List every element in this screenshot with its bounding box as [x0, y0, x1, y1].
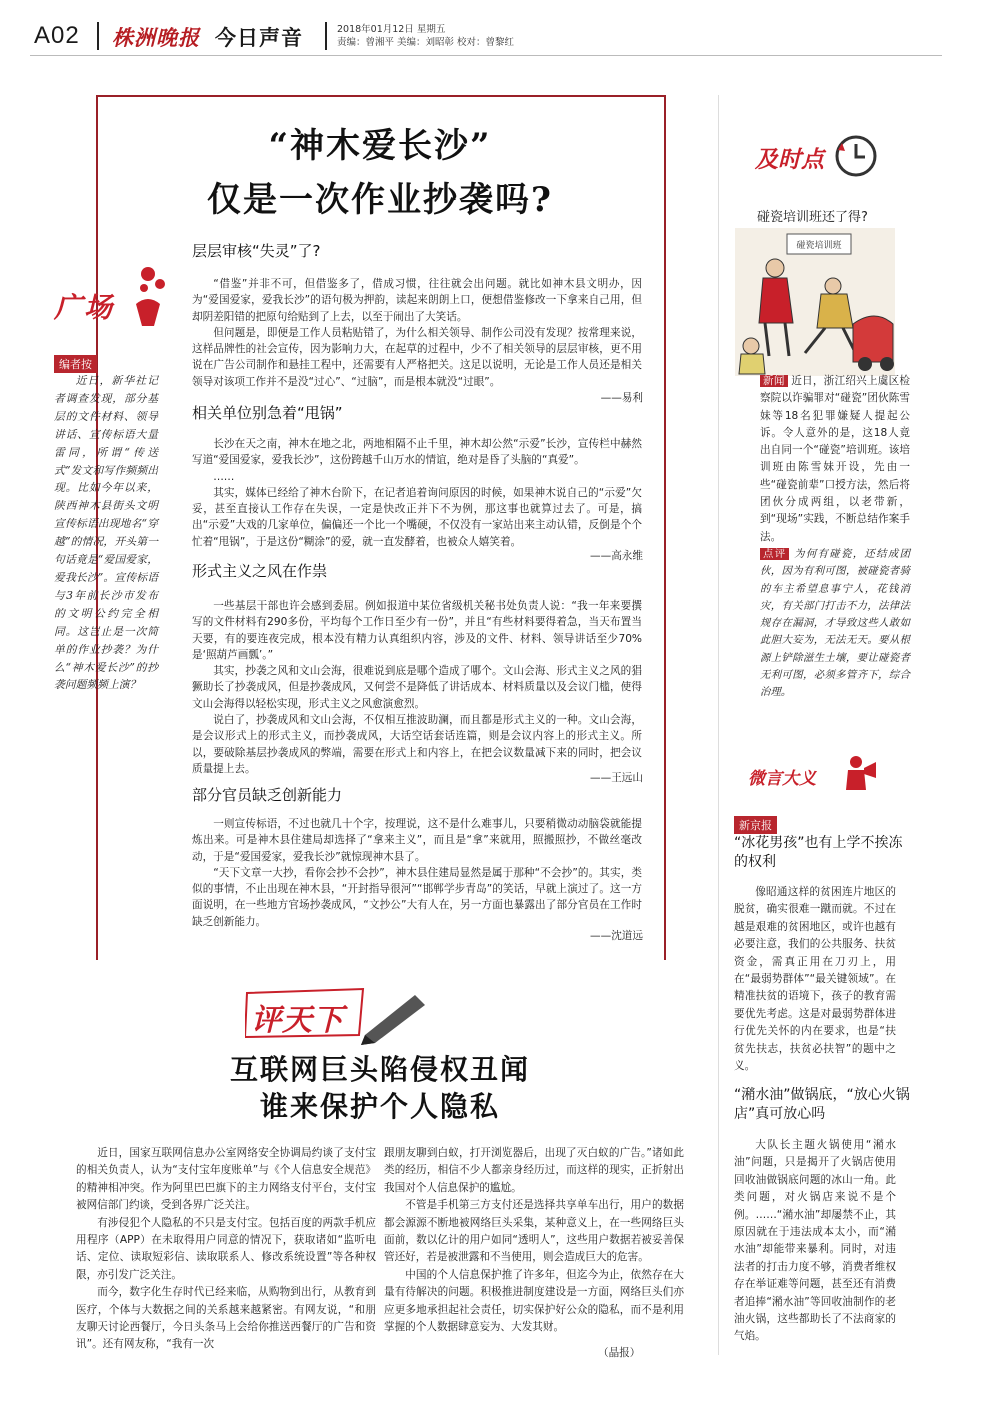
megaphone-figure-icon [844, 754, 878, 794]
bottom-headline-line2: 谁来保护个人隐私 [259, 1090, 500, 1123]
pingtianxia-logo-text: 评天下 [251, 1003, 344, 1038]
paragraph: 其实，媒体已经给了神木台阶下，在记者追着询问原因的时候，如果神木说自己的“示爱”欠妥，甚至直接认工作存在失误，一定是快改正并下不为例，那这事也就算过去了。可是，搞出“示爱”大戏的几家单位，偏偏还一个比一个嘴硬，不仅没有一家站出来主动认错，反倒是个个忙着“甩锅”，于是这份“糊涂”的爱，就一直发酵着，也被众人嬉笑着。 [192, 486, 642, 548]
jishidian-logo-text: 及时点 [755, 147, 824, 173]
comment-text: 为何有碰瓷，还结成团伙，因为有利可图，被碰瓷者骑的车主希望息事宁人，花钱消灾，有关部门打击不力，法律法规存在漏洞，才导致这些人敢如此胆大妄为，无法无天。要从根源上铲除滋生土壤，要让碰瓷者无利可图，必须多管齐下，综合治理。 [760, 548, 910, 699]
paragraph: 而今，数字化生存时代已经来临，从购物到出行，从教育到医疗，个体与大数据之间的关系越来越紧密。有网友说，“和朋友聊天讨论西餐厅，今日头条马上会给你推送西餐厅的广告和资讯”。还有网友称，“我有一次 [76, 1286, 376, 1351]
paragraph: 大队长主题火锅使用“潲水油”问题，只是揭开了火锅店使用回收油做锅底问题的冰山一角。此类问题，对火锅店来说不是个例。……“潲水油”却屡禁不止，其原因就在于违法成本太小，而“潲水油”却能带来暴利。同时，对违法者的打击力度不够，消费者维权存在举证难等问题，甚至还有消费者追捧“潲水油”等回收油制作的老油火锅，这些都助长了不法商家的气焰。 [734, 1139, 896, 1343]
paragraph: “借鉴”并非不可，但借鉴多了，借成习惯，往往就会出问题。就比如神木县文明办，因为“爱国爱家，爱我长沙”的语句极为押韵，读起来朗朗上口，便想借鉴修改一下拿来自己用，但却阴差阳错的把原句给贴到了上去，以至于闹出了大笑话。 [192, 278, 642, 323]
bottom-column-2 [384, 1145, 684, 1336]
paragraph: 但问题是，即便是工作人员粘贴错了，为什么相关领导、制作公司没有发现？按常理来说，这样品牌性的社会宣传，因为影响力大，在起草的过程中，少不了相关领导的层层审核，更不用说在广告公司制作和悬挂工程中，还需要有人严格把关。这足以说明，无论是工作人员还是相关领导对该项工作并不是没“过心”、“过脑”，而是根本就没“过眼”。 [192, 326, 642, 388]
bottom-column-1 [76, 1145, 376, 1354]
page-number: A02 [34, 22, 80, 49]
paragraph: 长沙在天之南，神木在地之北，两地相隔不止千里，神木却公然“示爱”长沙，宣传栏中赫然写道“爱国爱家，爱我长沙”，这份跨越千山万水的情谊，绝对是昏了头脑的“真爱”。 [192, 438, 642, 467]
paragraph: 一些基层干部也许会感到委屈。例如报道中某位省级机关秘书处负责人说：“我一年来要撰写的文件材料有290多份，平均每个工作日至少有一份”，并且“有些材料要得着急，当天布置当天要，有的要连夜完成，根本没有精力认真组织内容，涉及的文件、材料、领导讲话至少70%是‘照葫芦画瓢’。” [192, 600, 642, 661]
news-text: 近日，浙江绍兴上虞区检察院以诈骗罪对“碰瓷”团伙陈雪妹等18名犯罪嫌疑人提起公诉。令人意外的是，这18人竟出自同一个“碰瓷”培训班。该培训班由陈雪妹开设，先由一些“碰瓷前辈”口授方法，然后将团伙分成两组，以老带新，到“现场”实践，不断总结作案手法。 [760, 375, 911, 543]
pingtianxia-logo [245, 985, 435, 1045]
header-divider [97, 22, 99, 50]
column-title: “潲水油”做锅底，“放心火锅店”真可放心吗 [734, 1087, 910, 1122]
byline: ——王远山 [590, 772, 643, 784]
article-body [192, 816, 642, 930]
weiyan-logo-text: 微言大义 [748, 769, 816, 789]
paragraph: 近日，国家互联网信息办公室网络安全协调局约谈了支付宝的相关负责人，认为“支付宝年度账单”与《个人信息安全规范》的精神相冲突。作为阿里巴巴旗下的主力网络支付平台，支付宝被网信部门约谈，受到各界广泛关注。 [76, 1147, 376, 1212]
article-body [192, 436, 642, 550]
page-header [0, 0, 985, 58]
article-body [192, 276, 642, 390]
credits-line: 责编：曾湘平 美编：刘昭彰 校对：曾黎红 [337, 37, 515, 48]
column-title: “冰花男孩”也有上学不挨冻的权利 [734, 835, 903, 870]
weiyan-logo [748, 754, 898, 804]
speaker-figure-icon [126, 264, 174, 332]
section-subtitle: 相关单位别急着“甩锅” [192, 404, 343, 422]
jishidian-comment [760, 546, 910, 702]
byline: ——高永维 [590, 550, 643, 562]
guangchang-logo-text: 广场 [54, 291, 115, 324]
header-meta [337, 23, 514, 49]
column-body [734, 1137, 896, 1346]
guangchang-logo [54, 264, 174, 344]
paragraph: 一则宣传标语，不过也就几十个字，按理说，这不是什么难事儿，只要稍微动动脑袋就能提炼出来。可是神木县住建局却选择了“拿来主义”，而且是“拿”来就用，照搬照抄，不做丝毫改动，于是“爱国爱家，爱我长沙”就惊现神木县了。 [192, 818, 642, 863]
bottom-headline-line1: 互联网巨头陷侵权丑闻 [229, 1053, 530, 1086]
news-tag: 新闻 [760, 375, 788, 387]
section-subtitle: 形式主义之风在作祟 [192, 562, 328, 580]
header-divider [325, 22, 327, 50]
paragraph: 像昭通这样的贫困连片地区的脱贫，确实很难一蹴而就。不过在越是艰难的贫困地区，或许也越有必要注意，我们的公共服务、扶贫资金，需真正用在刀刃上，用在“最弱势群体”“最关键领域”。在精准扶贫的语境下，孩子的教育需要优先考虑。这是对最弱势群体进行优先关怀的内在要求，也是“扶贫先扶志，扶贫必扶智”的题中之义。 [734, 886, 896, 1073]
section-title: 今日声音 [215, 26, 303, 50]
column-divider [718, 95, 719, 1355]
clock-icon [833, 133, 879, 179]
frame-gap [91, 960, 671, 972]
paragraph: 中国的个人信息保护推了许多年，但迄今为止，依然存在大量有待解决的问题。积极推进制度建设是一方面，网络巨头们亦应更多地承担起社会责任，切实保护好公众的隐私，而不是利用掌握的个人数据肆意妄为、大发其财。 [384, 1268, 684, 1334]
paragraph: 有涉侵犯个人隐私的不只是支付宝。包括百度的两款手机应用程序（APP）在未取得用户同意的情况下，获取诸如“监听电话、定位、读取短彩信、读取联系人、修改系统设置”等各种权限，亦引发广泛关注。 [76, 1216, 376, 1281]
paper-logo: 株洲晚报 [112, 25, 200, 50]
section-subtitle: 部分官员缺乏创新能力 [192, 786, 343, 804]
header-rule [30, 55, 942, 56]
comment-tag: 点评 [760, 548, 789, 560]
column-body [734, 884, 896, 1075]
paragraph: 说白了，抄袭成风和文山会海，不仅相互推波助澜，而且都是形式主义的一种。文山会海，是会议形式上的形式主义，而抄袭成风，大话空话套话连篇，则是会议内容上的形式主义。所以，要破除基层抄袭成风的弊端，需要在形式上和内容上，在把会议数量减下来的同时，把会议质量提上去。 [192, 714, 642, 775]
source-tag: 新京报 [734, 816, 777, 834]
section-subtitle: 层层审核“失灵”了? [192, 242, 321, 260]
editor-note-tag: 编者按 [54, 355, 97, 373]
byline: ——易利 [600, 392, 643, 404]
paragraph: 跟朋友聊到白蚁，打开浏览器后，出现了灭白蚁的广告。”诸如此类的经历，相信不少人都亲身经历过，而这样的现实，正折射出我国对个人信息保护的尴尬。 [384, 1147, 684, 1194]
paragraph: 近日，新华社记者调查发现，部分基层的文件材料、领导讲话、宣传标语大量雷同，所谓“传送式”发文和写作频频出现。比如今年以来，陕西神木县街头文明宣传标语出现地名“穿越”的情况，开头第一句话竟是“爱国爱家，爱我长沙”。宣传标语与3年前长沙市发布的文明公约完全相同。这岂止是一次简单的作业抄袭？为什么“神木爱长沙”的抄袭问题频频上演？ [54, 374, 158, 692]
paragraph: 不管是手机第三方支付还是选择共享单车出行，用户的数据都会源源不断地被网络巨头采集，某种意义上，在一些网络巨头面前，数以亿计的用户如同“透明人”，这些用户数据若被妥善保管还好，若是被泄露和不当使用，则会造成巨大的危害。 [384, 1199, 684, 1264]
feature-title-line2: 仅是一次作业抄袭吗? [207, 180, 553, 220]
cartoon-sign-text: 碰瓷培训班 [796, 241, 842, 251]
paragraph: “天下文章一大抄，看你会抄不会抄”，神木县住建局显然是属于那种“不会抄”的。其实，类似的事情，不止出现在神木县，“开封指导很河”“邯郸学步青岛”的笑话，早就上演过了。这一方面说明，在一些地方官场抄袭成风，“文抄公”大有人在，另一方面也暴露出了部分官员在工作时缺乏创新能力。 [192, 866, 642, 928]
jishidian-logo [755, 133, 885, 193]
date-line: 2018年01月12日 星期五 [337, 24, 446, 35]
byline: ——沈道远 [590, 930, 643, 942]
editor-note-body [54, 372, 158, 694]
jishidian-news [760, 373, 910, 546]
article-body [192, 598, 642, 777]
paragraph: …… [213, 470, 235, 483]
feature-title-line1: “神木爱长沙” [268, 126, 492, 166]
cartoon-illustration [735, 228, 895, 376]
paragraph: 其实，抄袭之风和文山会海，很难说到底是哪个造成了哪个。文山会海、形式主义之风的猖獗助长了抄袭成风，但是抄袭成风，又何尝不是降低了讲话成本、材料质量以及会议门槛，使得文山会海得以轻松实现，形式主义之风愈演愈烈。 [192, 665, 642, 710]
jishidian-question: 碰瓷培训班还了得? [757, 210, 868, 225]
bottom-credit: （晶报） [598, 1347, 641, 1359]
